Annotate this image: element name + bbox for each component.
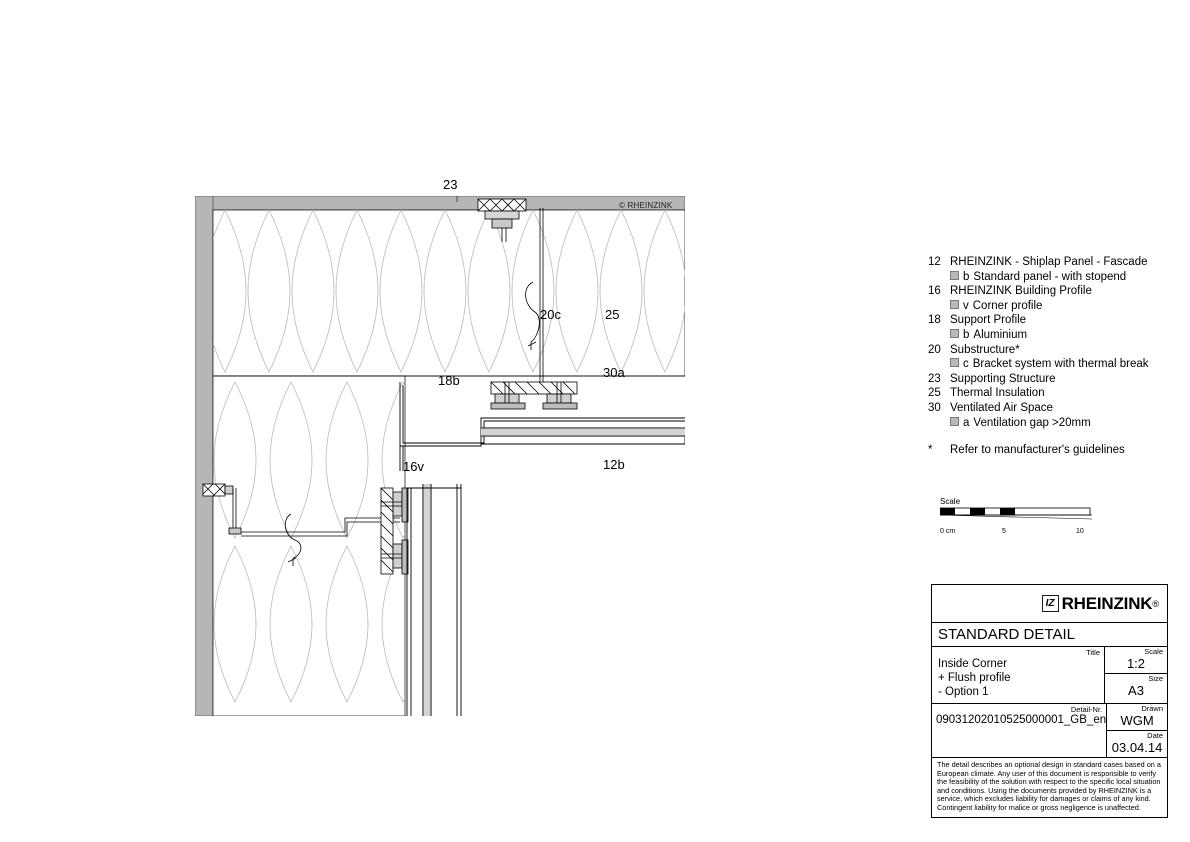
legend-subcode: a: [963, 416, 970, 429]
legend-subitem: [928, 328, 1178, 343]
callout-30a: 30a: [603, 365, 625, 380]
detail-drawing: [195, 177, 685, 716]
legend-subcode: b: [963, 328, 970, 341]
legend-swatch-icon: [950, 358, 959, 367]
field-drawn: [1107, 704, 1167, 731]
legend-swatch-icon: [950, 417, 959, 426]
detail-caption: Detail-Nr.: [1070, 705, 1103, 714]
legend-number: 20: [928, 343, 941, 356]
legend-text: Substructure*: [950, 343, 1020, 356]
bracket-mid: [491, 382, 577, 409]
rheinzink-wordmark: RHEINZINK: [1061, 593, 1153, 613]
field-scale-value: 1:2: [1126, 656, 1146, 671]
title-line-1: Inside Corner: [938, 658, 1008, 670]
legend-item: [928, 372, 1178, 387]
legend: [928, 255, 1178, 458]
callout-18b: 18b: [438, 373, 460, 388]
legend-swatch-icon: [950, 329, 959, 338]
legend-text: Thermal Insulation: [950, 387, 1045, 400]
legend-item: [928, 313, 1178, 328]
legend-subitem: [928, 270, 1178, 285]
legend-subitem: [928, 357, 1178, 372]
field-scale: [1105, 647, 1167, 674]
title-block: [931, 584, 1168, 818]
copyright-stamp: © RHEINZINK: [619, 201, 673, 210]
title-block-title-cell: [932, 647, 1105, 703]
legend-subtext: Ventilation gap >20mm: [973, 416, 1091, 429]
title-line-2: + Flush profile: [938, 672, 1011, 684]
legend-item: [928, 386, 1178, 401]
legend-subcode: v: [963, 299, 969, 312]
scale-bar-graphic: [940, 507, 1092, 523]
legend-text: Supporting Structure: [950, 372, 1056, 385]
legend-number: 18: [928, 314, 941, 327]
registered-mark: ®: [1152, 598, 1159, 609]
legend-subtext: Aluminium: [973, 328, 1028, 341]
legend-item: [928, 284, 1178, 299]
legend-text: RHEINZINK Building Profile: [950, 285, 1092, 298]
legend-number: 30: [928, 401, 941, 414]
legend-note-marker: *: [928, 444, 933, 457]
rheinzink-mark-icon: IZ: [1042, 595, 1059, 612]
shiplap-panel-vertical: [407, 484, 461, 716]
legend-item: [928, 343, 1178, 358]
detail-drawing-svg: [195, 196, 685, 716]
legend-text: RHEINZINK - Shiplap Panel - Fascade: [950, 256, 1148, 268]
field-drawn-caption: Drawn: [1141, 704, 1163, 713]
legend-note: [928, 443, 1178, 458]
title-block-fields: [1105, 647, 1167, 703]
field-drawn-value: WGM: [1120, 713, 1154, 728]
legend-text: Support Profile: [950, 314, 1027, 327]
callout-20c: 20c: [540, 307, 561, 322]
title-line-3: - Option 1: [938, 686, 989, 698]
field-size-value: A3: [1128, 683, 1144, 698]
legend-subtext: Standard panel - with stopend: [973, 270, 1127, 283]
legend-subitem: [928, 416, 1178, 431]
scale-tick-0: 0 cm: [940, 528, 956, 535]
field-scale-caption: Scale: [1144, 647, 1163, 656]
field-date-value: 03.04.14: [1111, 740, 1163, 755]
title-block-logo: [932, 585, 1167, 623]
legend-number: 23: [928, 372, 941, 385]
legend-item: [928, 401, 1178, 416]
legend-subcode: c: [963, 358, 969, 371]
scale-bar-caption: Scale: [940, 497, 961, 506]
callout-23: 23: [443, 177, 458, 192]
scale-bar: [940, 497, 1092, 540]
legend-subtext: Bracket system with thermal break: [972, 358, 1149, 371]
disclaimer-text: The detail describes an optional design in standard cases based on a European climate. Any user of this document is responsible to verify the feasibility of the solution with respect to the specific local situation and conditions. Using the documents provided by RHEINZINK is a service, which excludes liability for damages or claims of any kind. Contingent liability for malice or gross negligence is unaffected.: [937, 760, 1161, 812]
title-block-heading: STANDARD DETAIL: [932, 623, 1167, 647]
legend-text: Ventilated Air Space: [950, 401, 1053, 414]
callout-12b: 12b: [603, 457, 625, 472]
field-date: [1107, 731, 1167, 757]
title-block-fields-2: [1107, 704, 1167, 757]
legend-subtext: Corner profile: [972, 299, 1043, 312]
legend-note-text: Refer to manufacturer's guidelines: [950, 444, 1125, 457]
scale-tick-10: 10: [1076, 528, 1084, 535]
title-block-detail: [932, 704, 1167, 758]
detail-number: 09031202010525000001_GB_en: [936, 714, 1107, 726]
legend-item: [928, 255, 1178, 270]
legend-number: 16: [928, 285, 941, 298]
title-block-main: [932, 647, 1167, 704]
field-size-caption: Size: [1148, 674, 1163, 683]
legend-number: 12: [928, 256, 941, 268]
legend-subcode: b: [963, 270, 970, 283]
scale-tick-5: 5: [1002, 528, 1006, 535]
legend-subitem: [928, 299, 1178, 314]
callout-25: 25: [605, 307, 620, 322]
title-caption: Title: [1086, 648, 1100, 657]
legend-number: 25: [928, 387, 941, 400]
detail-number-cell: [932, 704, 1107, 757]
callout-16v: 16v: [403, 459, 424, 474]
legend-swatch-icon: [950, 271, 959, 280]
shiplap-panel-top: [400, 382, 685, 471]
legend-swatch-icon: [950, 300, 959, 309]
field-date-caption: Date: [1147, 731, 1163, 740]
field-size: [1105, 674, 1167, 700]
